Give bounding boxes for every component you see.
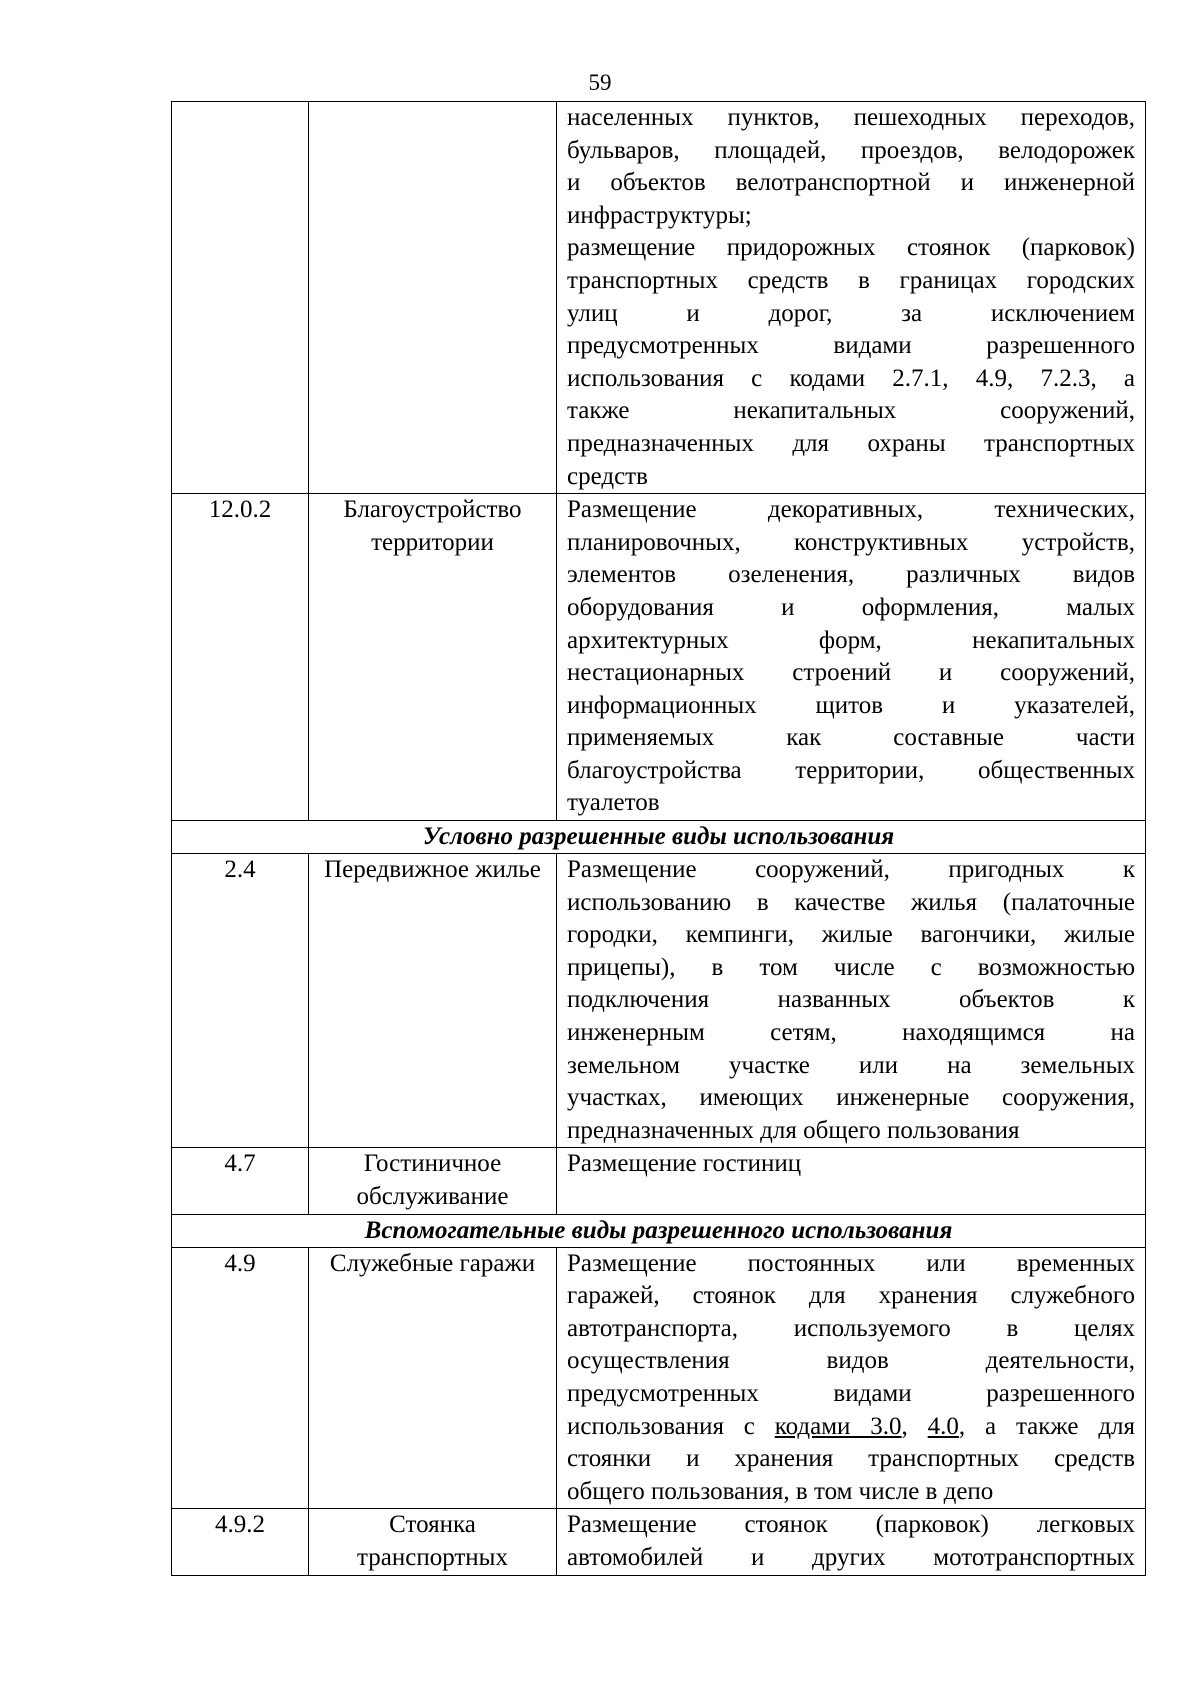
description-line: автотранспорта, используемого в целях [567, 1314, 1135, 1342]
table-row [172, 854, 1146, 1148]
description-text: , [901, 1412, 928, 1440]
description-line: использованию в качестве жилья (палаточные [567, 888, 1135, 916]
description-line: Размещение сооружений, пригодных к [567, 856, 1135, 884]
code-cell: 4.9 [172, 1247, 309, 1509]
description-line: предусмотренных видами разрешенного [567, 1379, 1135, 1407]
description-cell [557, 1148, 1146, 1214]
description-line: предусмотренных видами разрешенного [567, 332, 1135, 360]
description-line: стоянки и хранения транспортных средств [567, 1445, 1135, 1473]
description-line: Размещение декоративных, технических, [567, 496, 1135, 524]
page-number: 59 [588, 70, 612, 95]
description-line-with-links [567, 1411, 1135, 1444]
name-cell [309, 102, 557, 494]
description-line: применяемых как составные части [567, 724, 1135, 752]
description-line: общего пользования, в том числе в депо [567, 1477, 994, 1505]
description-line: населенных пунктов, пешеходных переходов, [567, 104, 1135, 131]
description-line: туалетов [567, 789, 660, 817]
description-line: Размещение постоянных или временных [567, 1249, 1135, 1277]
section-heading-row [172, 821, 1146, 854]
description-cell [557, 102, 1146, 494]
name-cell: Гостиничное обслуживание [309, 1148, 557, 1214]
land-use-table [171, 101, 1146, 1576]
description-line: транспортных средств в границах городских [567, 266, 1135, 294]
description-cell [557, 854, 1146, 1148]
description-line: осуществления видов деятельности, [567, 1347, 1135, 1375]
description-line: прицепы), в том числе с возможностью [567, 953, 1135, 981]
table-row [172, 494, 1146, 821]
section-heading-row [172, 1214, 1146, 1247]
name-cell: Стоянка транспортных [309, 1509, 557, 1575]
description-line: использования с кодами 2.7.1, 4.9, 7.2.3, а [567, 364, 1135, 392]
description-line: автомобилей и других мототранспортных [567, 1543, 1135, 1571]
description-line: улиц и дорог, за исключением [567, 299, 1135, 327]
description-line: земельном участке или на земельных [567, 1051, 1135, 1079]
name-cell: Благоустройство территории [309, 494, 557, 821]
description-line: и объектов велотранспортной и инженерной [567, 169, 1135, 197]
code-cell: 4.7 [172, 1148, 309, 1214]
table-row [172, 1247, 1146, 1509]
description-line: размещение придорожных стоянок (парковок) [567, 234, 1135, 262]
description-line: предназначенных для общего пользования [567, 1116, 1020, 1144]
table-row [172, 1148, 1146, 1214]
description-line: элементов озеленения, различных видов [567, 561, 1135, 589]
code-link-3-0[interactable]: кодами 3.0 [774, 1412, 902, 1440]
description-cell [557, 1509, 1146, 1575]
description-text: , а также для [958, 1412, 1136, 1440]
description-line: участках, имеющих инженерные сооружения, [567, 1084, 1135, 1112]
description-line: архитектурных форм, некапитальных [567, 626, 1135, 654]
description-line: инженерным сетям, находящимся на [567, 1019, 1135, 1047]
code-link-4-0[interactable]: 4.0 [927, 1412, 959, 1440]
description-line: Размещение стоянок (парковок) легковых [567, 1511, 1135, 1539]
description-line: также некапитальных сооружений, [567, 397, 1135, 425]
code-cell: 12.0.2 [172, 494, 309, 821]
code-cell [172, 102, 309, 494]
table-row [172, 1509, 1146, 1575]
section-heading: Вспомогательные виды разрешенного использования [172, 1214, 1146, 1247]
section-heading: Условно разрешенные виды использования [172, 821, 1146, 854]
description-cell [557, 1247, 1146, 1509]
description-line: бульваров, площадей, проездов, велодорожек [567, 136, 1135, 164]
description-line: предназначенных для охраны транспортных [567, 429, 1135, 457]
description-line: планировочных, конструктивных устройств, [567, 528, 1135, 556]
description-line: нестационарных строений и сооружений, [567, 659, 1135, 687]
code-cell: 4.9.2 [172, 1509, 309, 1575]
description-line: информационных щитов и указателей, [567, 691, 1135, 719]
description-cell [557, 494, 1146, 821]
description-line: инфраструктуры; [567, 201, 752, 229]
description-line: гаражей, стоянок для хранения служебного [567, 1282, 1135, 1310]
name-cell: Служебные гаражи [309, 1247, 557, 1509]
description-line: оборудования и оформления, малых [567, 593, 1135, 621]
table-row [172, 102, 1146, 494]
description-line: средств [567, 462, 648, 490]
description-line: благоустройства территории, общественных [567, 756, 1135, 784]
description-line: Размещение гостиниц [567, 1150, 802, 1178]
description-line: городки, кемпинги, жилые вагончики, жилые [567, 921, 1135, 949]
description-text: использования с [567, 1412, 775, 1440]
name-cell: Передвижное жилье [309, 854, 557, 1148]
code-cell: 2.4 [172, 854, 309, 1148]
description-line: подключения названных объектов к [567, 986, 1135, 1014]
